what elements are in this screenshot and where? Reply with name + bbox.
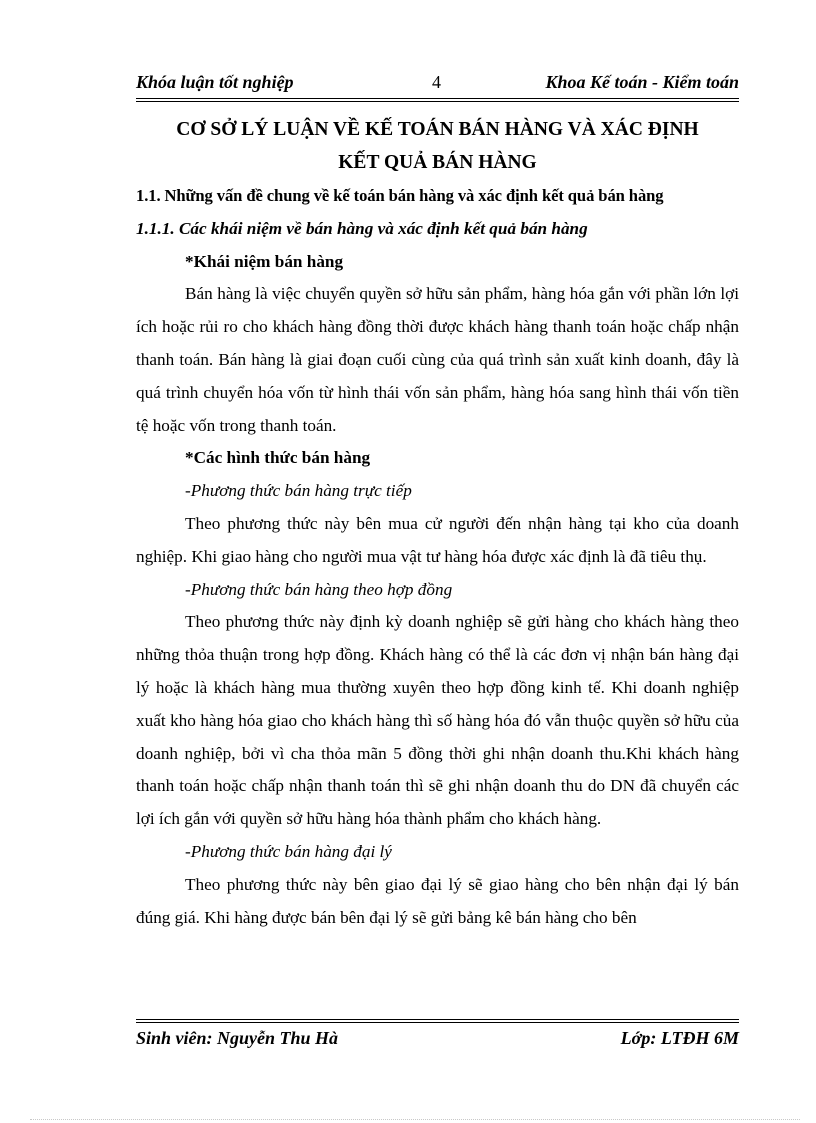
method-contract-title: -Phương thức bán hàng theo hợp đồng (185, 579, 453, 599)
page-edge-divider (30, 1119, 800, 1120)
forms-heading: *Các hình thức bán hàng (185, 448, 371, 468)
concept-heading: *Khái niệm bán hàng (185, 251, 344, 271)
method-direct-paragraph: Theo phương thức này bên mua cử người đến nhận hàng tại kho của doanh nghiệp. Khi giao hàng cho người mua vật tư hàng hóa được xác định là đã tiêu thụ. (136, 513, 739, 566)
chapter-title-line1: CƠ SỞ LÝ LUẬN VỀ KẾ TOÁN BÁN HÀNG VÀ XÁC ĐỊNH (176, 119, 699, 140)
footer-class: Lớp: LTĐH 6M (620, 1028, 739, 1048)
header-rule-bottom (136, 101, 739, 102)
method-agent-title: -Phương thức bán hàng đại lý (185, 841, 392, 861)
method-direct-title: -Phương thức bán hàng trực tiếp (185, 481, 412, 501)
method-contract-paragraph: Theo phương thức này định kỳ doanh nghiệp sẽ gửi hàng cho khách hàng theo những thỏa thuận trong hợp đồng. Khách hàng có thể là các đơn vị nhận bán hàng đại lý hoặc là khách hàng mua thường xuyên theo hợp đồng kinh tế. Khi doanh nghiệp xuất kho hàng hóa giao cho khách hàng thì số hàng hóa đó vẫn thuộc quyền sở hữu của doanh nghiệp, bởi vì cha thỏa mãn 5 đồng thời ghi nhận doanh thu.Khi khách hàng thanh toán hoặc chấp nhận thanh toán thì sẽ ghi nhận doanh thu do DN đã chuyển các lợi ích gắn với quyền sở hữu hàng hóa thành phẩm cho khách hàng. (136, 612, 739, 829)
page-number: 4 (432, 72, 441, 92)
method-agent-paragraph: Theo phương thức này bên giao đại lý sẽ giao hàng cho bên nhận đại lý bán đúng giá. Khi hàng được bán bên đại lý sẽ gửi bảng kê bán hàng cho bên (136, 874, 739, 927)
header-faculty-label: Khoa Kế toán - Kiểm toán (545, 72, 739, 92)
section-heading-1-1: 1.1. Những vấn đề chung về kế toán bán hàng và xác định kết quả bán hàng (136, 186, 664, 205)
footer-rule-top (136, 1019, 739, 1020)
chapter-title (136, 113, 739, 179)
header-rule-top (136, 98, 739, 99)
section-heading-1-1-1: 1.1.1. Các khái niệm về bán hàng và xác định kết quả bán hàng (136, 218, 588, 238)
page-footer (136, 1028, 739, 1054)
concept-paragraph: Bán hàng là việc chuyển quyền sở hữu sản phẩm, hàng hóa gắn với phần lớn lợi ích hoặc rủi ro cho khách hàng đồng thời được khách hàng thanh toán hoặc chấp nhận thanh toán. Bán hàng là giai đoạn cuối cùng của quá trình sản xuất kinh doanh, đây là quá trình chuyển hóa vốn từ hình thái vốn sản phẩm, hàng hóa sang hình thái vốn tiền tệ hoặc vốn trong thanh toán. (136, 284, 739, 435)
page-body (136, 180, 739, 934)
footer-rule-bottom (136, 1022, 739, 1023)
header-thesis-label: Khóa luận tốt nghiệp (136, 72, 294, 92)
footer-student-name: Sinh viên: Nguyễn Thu Hà (136, 1028, 339, 1048)
chapter-title-line2: KẾT QUẢ BÁN HÀNG (338, 152, 537, 173)
page-header (136, 72, 739, 98)
